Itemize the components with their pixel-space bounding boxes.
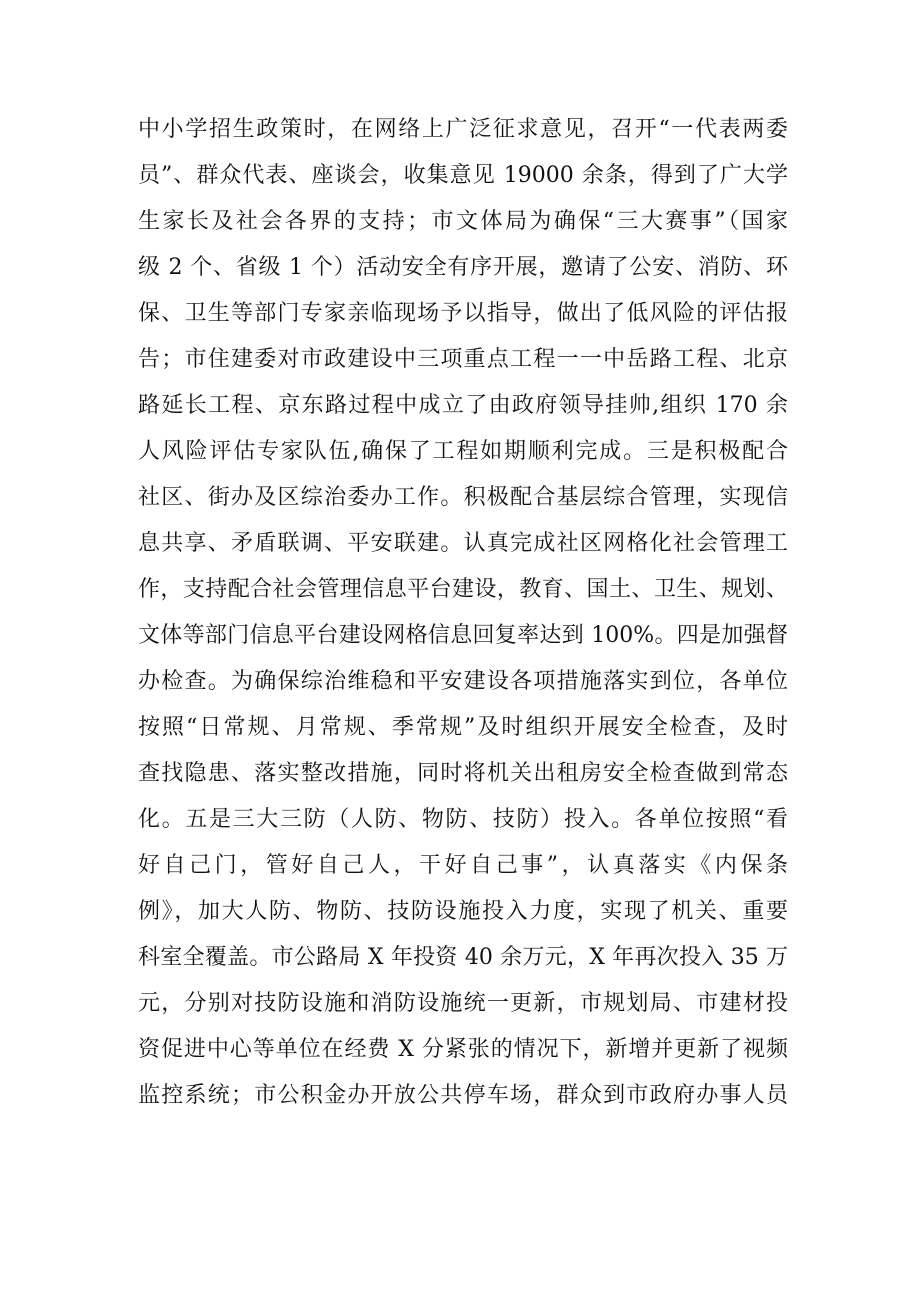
text-line-18: 例》，加大人防、物防、技防设施投入力度，实现了机关、重要 — [138, 899, 788, 924]
text-line-8: 人风险评估专家队伍,确保了工程如期顺利完成。三是积极配合 — [138, 439, 788, 464]
text-line-4: 级 2 个、省级 1 个）活动安全有序开展，邀请了公安、消防、环 — [138, 255, 788, 280]
text-line-3: 生家长及社会各界的支持；市文体局为确保“三大赛事”（国家 — [138, 209, 788, 234]
text-line-19: 科室全覆盖。市公路局 X 年投资 40 余万元，X 年再次投入 35 万 — [138, 945, 788, 970]
text-line-13: 办检查。为确保综治维稳和平安建设各项措施落实到位，各单位 — [138, 669, 788, 694]
text-line-10: 息共享、矛盾联调、平安联建。认真完成社区网格化社会管理工 — [138, 531, 788, 556]
text-line-21: 资促进中心等单位在经费 X 分紧张的情况下，新增并更新了视频 — [138, 1037, 788, 1062]
text-line-5: 保、卫生等部门专家亲临现场予以指导，做出了低风险的评估报 — [138, 301, 788, 326]
text-line-12: 文体等部门信息平台建设网格信息回复率达到 100%。四是加强督 — [138, 623, 789, 648]
body-paragraph — [138, 107, 788, 1119]
text-line-20: 元，分别对技防设施和消防设施统一更新，市规划局、市建材投 — [138, 991, 788, 1016]
text-line-11: 作，支持配合社会管理信息平台建设，教育、国土、卫生、规划、 — [138, 577, 788, 602]
text-line-9: 社区、街办及区综治委办工作。积极配合基层综合管理，实现信 — [138, 485, 788, 510]
text-line-22: 监控系统；市公积金办开放公共停车场，群众到市政府办事人员 — [138, 1083, 788, 1108]
text-line-17: 好自己门，管好自己人，干好自己事”，认真落实《内保条 — [138, 853, 788, 878]
text-line-1: 中小学招生政策时，在网络上广泛征求意见，召开“一代表两委 — [138, 117, 788, 142]
text-line-14: 按照“日常规、月常规、季常规”及时组织开展安全检查，及时 — [138, 715, 788, 740]
text-line-6: 告；市住建委对市政建设中三项重点工程一一中岳路工程、北京 — [138, 347, 788, 372]
text-line-15: 查找隐患、落实整改措施，同时将机关出租房安全检查做到常态 — [138, 761, 788, 786]
text-line-2: 员”、群众代表、座谈会，收集意见 19000 余条，得到了广大学 — [138, 163, 788, 188]
text-line-16: 化。五是三大三防（人防、物防、技防）投入。各单位按照“看 — [138, 807, 788, 832]
text-line-7: 路延长工程、京东路过程中成立了由政府领导挂帅,组织 170 余 — [138, 393, 788, 418]
